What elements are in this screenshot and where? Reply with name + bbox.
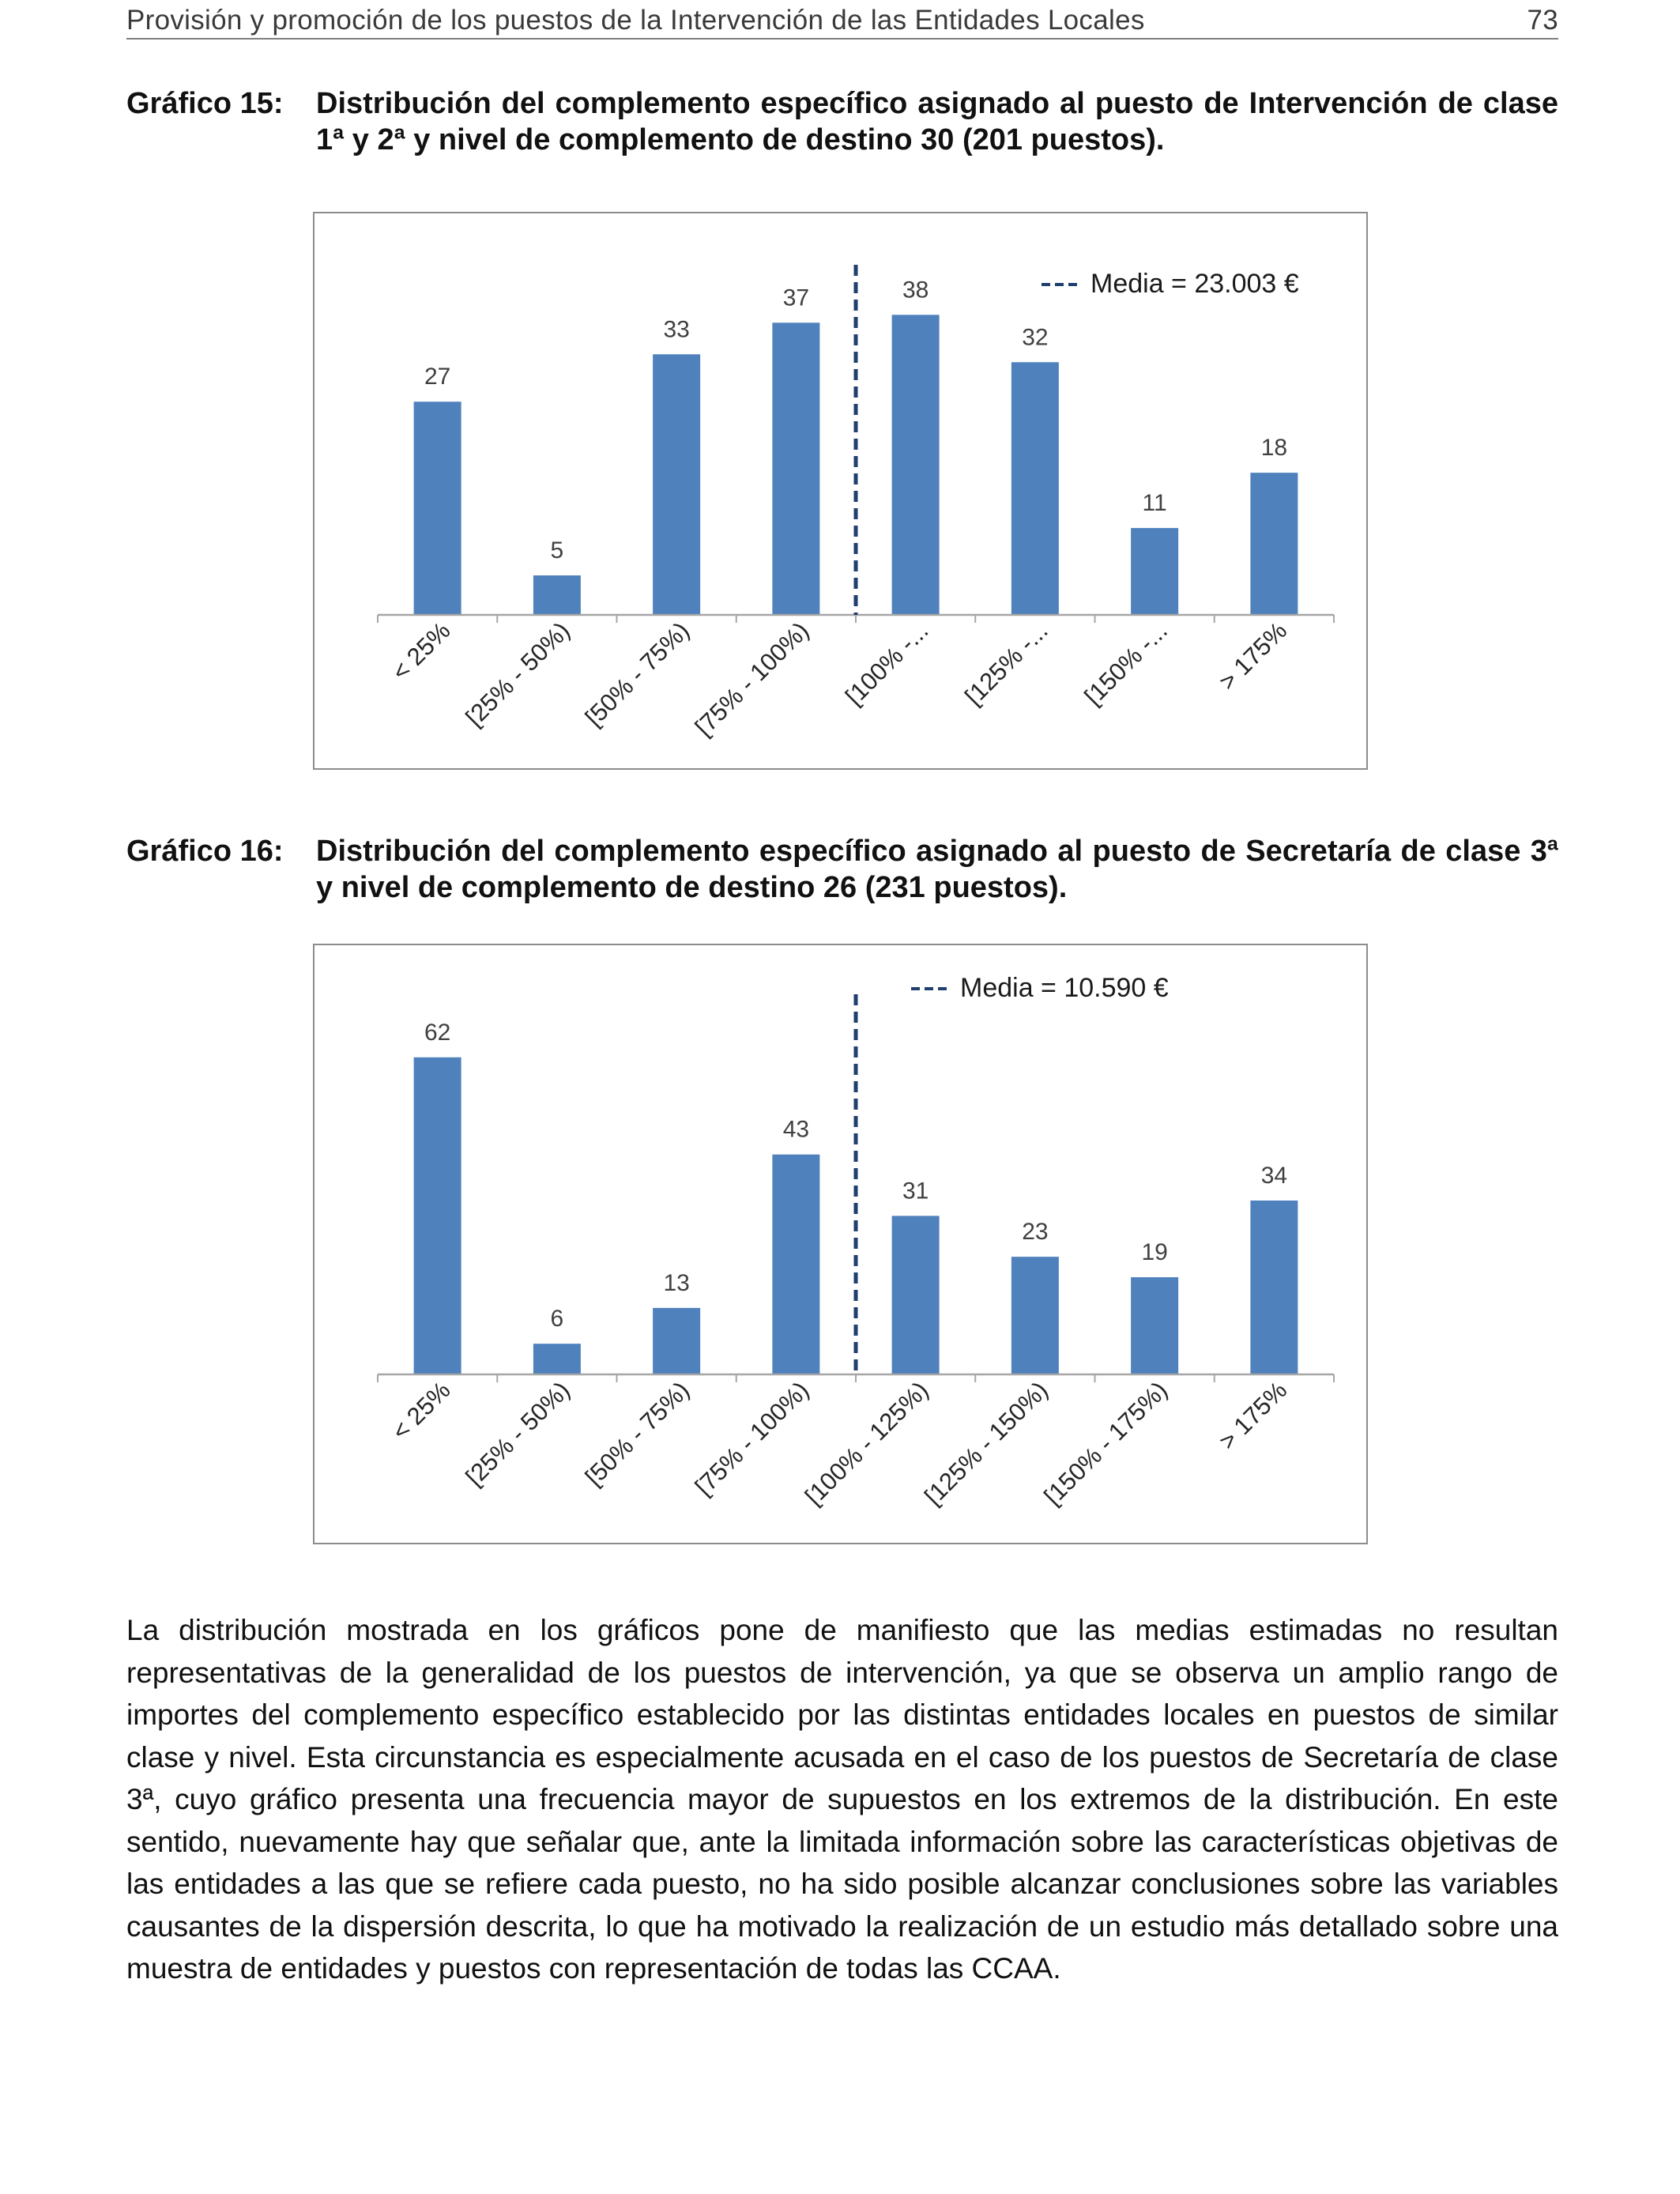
- tick-label: [75% - 100%): [689, 616, 815, 741]
- data-label: 5: [550, 537, 564, 564]
- tick-label: [75% - 100%): [689, 1376, 815, 1501]
- chart-figure-16: [313, 944, 1368, 1544]
- body-paragraph: La distribución mostrada en los gráficos pone de manifiesto que las medias estimadas no resultan representativas de la generalidad de los puestos de intervención, ya que se observa un amplio rango de importes del complemento específico establecido por las distintas entidades locales en puestos de similar clase y nivel. Esta circunstancia es especialmente acusada en el caso de los puestos de Secretaría de clase 3ª, cuyo gráfico presenta una frecuencia mayor de supuestos en los extremos de la distribución. En este sentido, nuevamente hay que señalar que, ante la limitada información sobre las características objetivas de las entidades a las que se refiere cada puesto, no ha sido posible alcanzar conclusiones sobre las variables causantes de la dispersión descrita, lo que ha motivado la realización de un estudio más detallado sobre una muestra de entidades y puestos con representación de todas las CCAA.: [126, 1614, 1558, 1985]
- figure-caption-text: Distribución del complemento específico asignado al puesto de Secretaría de clase 3ª y nivel de complemento de destino 26 (231 puestos).: [316, 835, 1558, 904]
- bar: [414, 1057, 461, 1374]
- tick-label: > 175%: [1213, 616, 1293, 696]
- figure-label: Gráfico 16:: [126, 835, 284, 868]
- bar: [533, 1344, 581, 1374]
- bar: [653, 1308, 700, 1374]
- tick-label: < 25%: [386, 616, 456, 686]
- data-label: 37: [782, 285, 810, 311]
- bar: [1131, 528, 1178, 615]
- page-header: [126, 3, 1558, 40]
- bar: [653, 354, 700, 615]
- data-label: 31: [902, 1178, 929, 1204]
- bar-chart-svg: [315, 213, 1369, 771]
- figure-label: Gráfico 15:: [126, 87, 284, 120]
- tick-label: [150% -...: [1079, 616, 1173, 711]
- page-number: 73: [1527, 5, 1558, 36]
- legend-label: Media = 10.590 €: [960, 973, 1169, 1003]
- data-label: 62: [424, 1019, 451, 1046]
- bar: [533, 575, 581, 615]
- chart-figure-15: [313, 212, 1368, 770]
- bar: [1250, 473, 1298, 615]
- tick-label: [150% - 175%): [1038, 1376, 1173, 1510]
- bar: [772, 1155, 819, 1374]
- tick-label: [50% - 75%): [579, 616, 695, 732]
- figure-caption-15: [126, 85, 1558, 161]
- bar-chart-svg: [315, 945, 1369, 1546]
- bar: [892, 315, 940, 615]
- bar: [414, 401, 461, 615]
- data-label: 18: [1260, 435, 1288, 462]
- data-label: 32: [1022, 324, 1049, 351]
- data-label: 34: [1260, 1162, 1288, 1189]
- data-label: 11: [1142, 490, 1167, 517]
- figure-caption-16: [126, 833, 1558, 909]
- figure-caption-text: Distribución del complemento específico asignado al puesto de Intervención de clase 1ª y 2ª y nivel de complemento de destino 30 (201 puestos).: [316, 87, 1558, 156]
- tick-label: [25% - 50%): [460, 616, 575, 732]
- tick-label: [100% -...: [840, 616, 934, 711]
- bar: [772, 322, 819, 615]
- bar: [892, 1216, 940, 1374]
- data-label: 33: [663, 316, 690, 343]
- bar: [1131, 1277, 1178, 1374]
- tick-label: [100% - 125%): [799, 1376, 934, 1510]
- bar: [1011, 1257, 1059, 1374]
- data-label: 38: [902, 277, 929, 303]
- bar: [1250, 1201, 1298, 1374]
- tick-label: [125% -...: [959, 616, 1053, 711]
- tick-label: [50% - 75%): [579, 1376, 695, 1491]
- data-label: 27: [424, 364, 451, 390]
- tick-label: [25% - 50%): [460, 1376, 575, 1491]
- tick-label: < 25%: [386, 1376, 456, 1446]
- tick-label: [125% - 150%): [919, 1376, 1053, 1510]
- data-label: 23: [1022, 1219, 1049, 1246]
- legend-label: Media = 23.003 €: [1090, 269, 1299, 299]
- tick-label: > 175%: [1213, 1376, 1293, 1455]
- data-label: 43: [782, 1116, 810, 1143]
- running-title: Provisión y promoción de los puestos de la Intervención de las Entidades Locales: [126, 5, 1145, 36]
- bar: [1011, 362, 1059, 615]
- data-label: 6: [550, 1306, 564, 1333]
- data-label: 19: [1141, 1239, 1168, 1266]
- data-label: 13: [663, 1269, 690, 1296]
